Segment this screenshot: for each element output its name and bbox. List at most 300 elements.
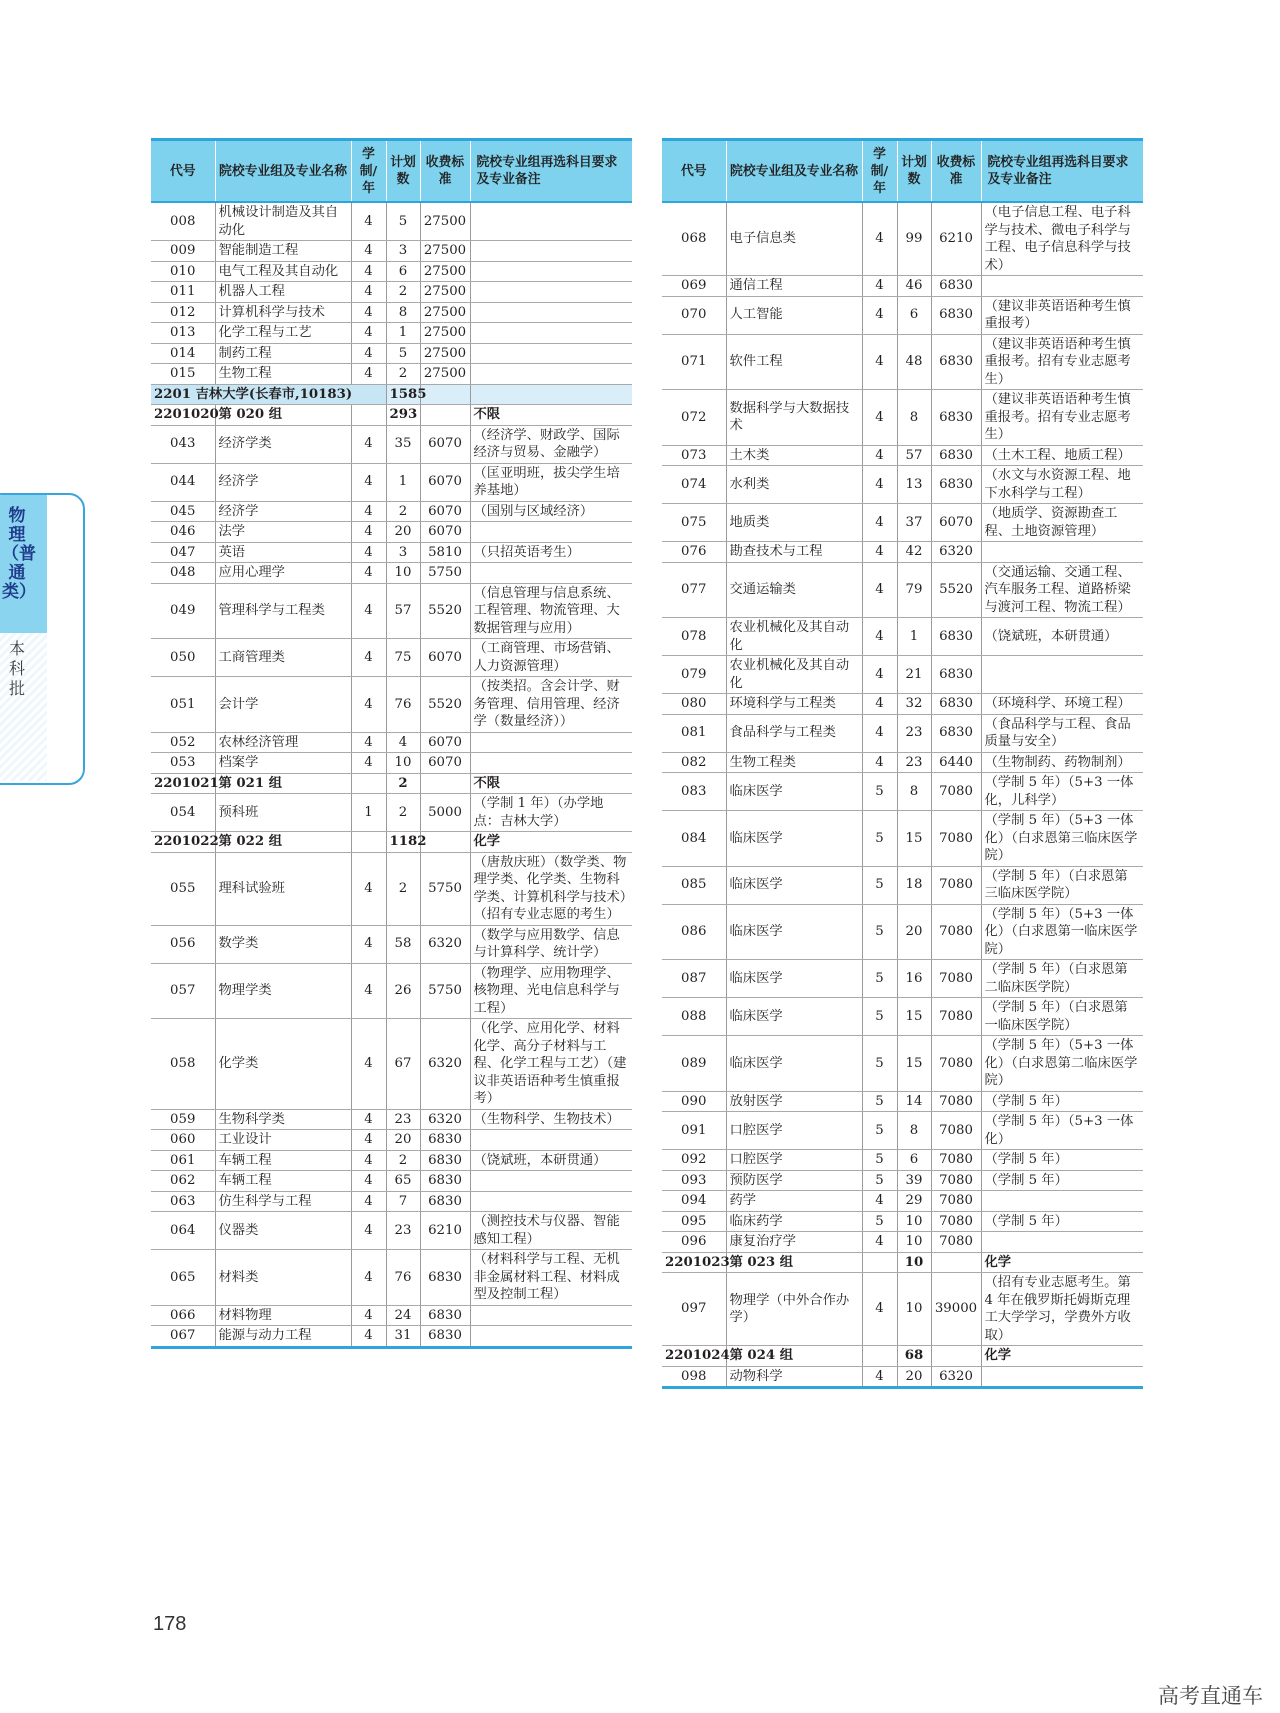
major-name: 工商管理类 [215,639,351,677]
major-plan: 7 [386,1191,420,1212]
major-code: 054 [151,794,215,832]
major-code: 095 [662,1211,726,1232]
major-fee: 5520 [420,583,470,639]
table-row [151,677,632,733]
major-years: 5 [862,1150,897,1171]
major-code: 087 [662,960,726,998]
major-plan: 46 [897,276,931,297]
major-plan: 35 [386,425,420,463]
major-note [470,1305,632,1326]
major-plan: 6 [897,1150,931,1171]
major-note: （唐敖庆班）（数学类、物理学类、化学类、生物科学类、计算机科学与技术）（招有专业志愿的考生） [470,852,632,925]
table-row [662,773,1143,811]
major-name: 会计学 [215,677,351,733]
major-plan: 37 [897,504,931,542]
major-note: （学制 5 年）（5+3 一体化）（白求恩第二临床医学院） [981,1036,1143,1092]
major-fee: 7080 [931,1211,981,1232]
major-name: 药学 [726,1191,862,1212]
major-note [981,1232,1143,1253]
major-code: 044 [151,463,215,501]
major-name: 交通运输类 [726,562,862,618]
major-fee: 27500 [420,364,470,385]
major-note [470,1171,632,1192]
table-row [151,261,632,282]
major-fee: 6830 [931,618,981,656]
major-code: 091 [662,1112,726,1150]
major-years: 4 [351,1212,386,1250]
header-note: 院校专业组再选科目要求及专业备注 [470,140,632,203]
major-fee: 27500 [420,202,470,241]
major-name: 理科试验班 [215,852,351,925]
major-years: 4 [862,1232,897,1253]
major-code: 094 [662,1191,726,1212]
table-row [151,794,632,832]
table-row [151,1109,632,1130]
major-years: 4 [862,714,897,752]
major-code: 063 [151,1191,215,1212]
major-code: 067 [151,1326,215,1348]
table-row [151,1150,632,1171]
major-fee: 5810 [420,542,470,563]
major-name: 仪器类 [215,1212,351,1250]
enrollment-table-left [151,138,632,1349]
major-fee: 6830 [931,334,981,390]
group-code: 2201022 [151,832,215,853]
major-fee: 7080 [931,1112,981,1150]
major-name: 口腔医学 [726,1150,862,1171]
table-row [151,1019,632,1110]
major-code: 077 [662,562,726,618]
major-years: 4 [351,963,386,1019]
major-years: 4 [862,656,897,694]
major-name: 口腔医学 [726,1112,862,1150]
major-note: （学制 5 年） [981,1170,1143,1191]
major-years: 4 [351,202,386,241]
major-fee: 6830 [931,390,981,446]
major-years: 4 [351,323,386,344]
major-name: 物理学（中外合作办学） [726,1273,862,1346]
major-fee: 27500 [420,261,470,282]
group-plan: 10 [897,1252,931,1273]
group-years [862,1252,897,1273]
table-row [662,904,1143,960]
major-note [470,364,632,385]
major-plan: 24 [386,1305,420,1326]
table-row [151,1191,632,1212]
major-years: 4 [351,1326,386,1348]
major-plan: 14 [897,1091,931,1112]
major-plan: 10 [386,563,420,584]
group-plan: 293 [386,405,420,426]
major-name: 预防医学 [726,1170,862,1191]
major-note [470,241,632,262]
table-row [151,1130,632,1151]
major-years: 4 [351,1150,386,1171]
major-fee: 6070 [931,504,981,542]
major-years: 4 [351,463,386,501]
major-fee: 6830 [420,1130,470,1151]
header-note: 院校专业组再选科目要求及专业备注 [981,140,1143,203]
major-plan: 16 [897,960,931,998]
major-plan: 2 [386,364,420,385]
table-row [151,542,632,563]
major-fee: 6070 [420,501,470,522]
major-fee: 6320 [420,1019,470,1110]
major-name: 地质类 [726,504,862,542]
major-years: 4 [862,618,897,656]
header-name: 院校专业组及专业名称 [726,140,862,203]
major-fee: 7080 [931,1036,981,1092]
major-name: 放射医学 [726,1091,862,1112]
section-tab-primary [0,495,47,633]
major-plan: 8 [897,1112,931,1150]
group-name: 第 021 组 [215,773,351,794]
major-years: 5 [862,811,897,867]
major-code: 074 [662,466,726,504]
major-note [470,563,632,584]
major-code: 060 [151,1130,215,1151]
table-row [151,963,632,1019]
major-note [470,261,632,282]
major-plan: 1 [897,618,931,656]
header-fee: 收费标准 [420,140,470,203]
major-note [981,1366,1143,1388]
major-years: 4 [351,343,386,364]
group-row [151,832,632,853]
header-name: 院校专业组及专业名称 [215,140,351,203]
major-name: 软件工程 [726,334,862,390]
major-note: （物理学、应用物理学、核物理、光电信息科学与工程） [470,963,632,1019]
major-fee: 6320 [420,925,470,963]
major-code: 043 [151,425,215,463]
major-code: 066 [151,1305,215,1326]
table-row [151,501,632,522]
major-code: 049 [151,583,215,639]
major-name: 临床医学 [726,960,862,998]
major-name: 智能制造工程 [215,241,351,262]
major-code: 009 [151,241,215,262]
group-code: 2201024 [662,1346,726,1367]
major-plan: 2 [386,794,420,832]
major-plan: 8 [897,773,931,811]
major-plan: 79 [897,562,931,618]
major-code: 050 [151,639,215,677]
major-code: 081 [662,714,726,752]
major-fee: 7080 [931,960,981,998]
major-name: 机器人工程 [215,282,351,303]
major-fee: 6830 [420,1250,470,1306]
major-years: 5 [862,904,897,960]
table-row [662,1211,1143,1232]
major-code: 093 [662,1170,726,1191]
major-plan: 2 [386,282,420,303]
major-note: （生物科学、生物技术） [470,1109,632,1130]
major-plan: 10 [897,1211,931,1232]
major-years: 4 [351,542,386,563]
group-name: 第 024 组 [726,1346,862,1367]
major-years: 4 [351,1191,386,1212]
major-years: 4 [862,445,897,466]
group-years [862,1346,897,1367]
group-code: 2201021 [151,773,215,794]
table-row [662,656,1143,694]
major-code: 089 [662,1036,726,1092]
major-name: 动物科学 [726,1366,862,1388]
university-fee [420,384,470,405]
major-note [981,1191,1143,1212]
major-plan: 10 [386,753,420,774]
major-note: （水文与水资源工程、地下水科学与工程） [981,466,1143,504]
table-row [151,202,632,241]
major-note: （工商管理、市场营销、人力资源管理） [470,639,632,677]
table-row [151,343,632,364]
major-name: 应用心理学 [215,563,351,584]
table-row [151,732,632,753]
table-row [662,998,1143,1036]
university-note [470,384,632,405]
major-note [470,522,632,543]
major-fee: 7080 [931,1191,981,1212]
major-note: （学制 5 年）（白求恩第二临床医学院） [981,960,1143,998]
group-fee [420,773,470,794]
major-fee: 5750 [420,563,470,584]
major-name: 经济学 [215,463,351,501]
major-code: 059 [151,1109,215,1130]
major-plan: 3 [386,241,420,262]
university-name: 2201 吉林大学(长春市,10183) [151,384,386,405]
major-years: 4 [351,261,386,282]
major-fee: 6830 [931,276,981,297]
major-name: 人工智能 [726,296,862,334]
major-note: （只招英语考生） [470,542,632,563]
university-row [151,384,632,405]
major-code: 064 [151,1212,215,1250]
major-code: 068 [662,202,726,276]
major-plan: 15 [897,1036,931,1092]
major-plan: 2 [386,1150,420,1171]
major-years: 4 [862,504,897,542]
major-fee: 5520 [931,562,981,618]
major-years: 4 [351,364,386,385]
group-plan: 68 [897,1346,931,1367]
major-years: 4 [351,1250,386,1306]
major-years: 4 [351,1305,386,1326]
major-years: 4 [862,1273,897,1346]
major-years: 4 [862,1191,897,1212]
major-fee: 5750 [420,963,470,1019]
major-years: 5 [862,1112,897,1150]
major-name: 生物工程 [215,364,351,385]
major-name: 数学类 [215,925,351,963]
major-fee: 7080 [931,1150,981,1171]
major-note: （学制 5 年） [981,1150,1143,1171]
table-row [151,583,632,639]
header-years: 学制/年 [351,140,386,203]
table-row [662,296,1143,334]
major-plan: 8 [386,302,420,323]
major-plan: 20 [386,1130,420,1151]
major-code: 086 [662,904,726,960]
major-note [981,656,1143,694]
major-plan: 23 [386,1212,420,1250]
major-name: 食品科学与工程类 [726,714,862,752]
major-fee: 6830 [420,1326,470,1348]
table-row [151,1250,632,1306]
major-code: 084 [662,811,726,867]
group-years [351,773,386,794]
table-body-right [662,202,1143,1388]
major-code: 045 [151,501,215,522]
group-fee [420,405,470,426]
major-code: 047 [151,542,215,563]
major-note [470,732,632,753]
major-name: 工业设计 [215,1130,351,1151]
major-years: 4 [862,296,897,334]
table-row [662,752,1143,773]
major-years: 5 [862,1211,897,1232]
major-code: 013 [151,323,215,344]
major-name: 档案学 [215,753,351,774]
table-row [151,1171,632,1192]
group-row [662,1346,1143,1367]
major-plan: 75 [386,639,420,677]
major-note: （国别与区域经济） [470,501,632,522]
table-row [151,1305,632,1326]
page-number: 178 [153,1613,187,1635]
major-note: （材料科学与工程、无机非金属材料工程、材料成型及控制工程） [470,1250,632,1306]
major-plan: 20 [897,1366,931,1388]
major-plan: 99 [897,202,931,276]
major-years: 5 [862,866,897,904]
major-name: 法学 [215,522,351,543]
major-fee: 7080 [931,1232,981,1253]
major-plan: 23 [897,752,931,773]
major-name: 电子信息类 [726,202,862,276]
major-name: 临床医学 [726,998,862,1036]
major-name: 临床医学 [726,773,862,811]
major-note: （招有专业志愿考生。第 4 年在俄罗斯托姆斯克理工大学学习，学费外方收取） [981,1273,1143,1346]
major-fee: 7080 [931,998,981,1036]
header-years: 学制/年 [862,140,897,203]
major-code: 083 [662,773,726,811]
major-fee: 27500 [420,241,470,262]
table-row [151,364,632,385]
table-body-left [151,202,632,1347]
major-years: 4 [351,583,386,639]
major-note: （生物制药、药物制剂） [981,752,1143,773]
major-note: （学制 5 年）（白求恩第一临床医学院） [981,998,1143,1036]
major-years: 4 [351,1019,386,1110]
table-row [662,1150,1143,1171]
major-code: 010 [151,261,215,282]
major-code: 098 [662,1366,726,1388]
major-name: 材料物理 [215,1305,351,1326]
major-plan: 23 [897,714,931,752]
major-code: 058 [151,1019,215,1110]
major-fee: 5000 [420,794,470,832]
major-fee: 6830 [420,1191,470,1212]
major-fee: 6830 [420,1150,470,1171]
major-note: （学制 5 年）（白求恩第三临床医学院） [981,866,1143,904]
group-fee [420,832,470,853]
major-note: （学制 5 年）（5+3 一体化，儿科学） [981,773,1143,811]
table-row [662,562,1143,618]
section-category-label: 物理（普通类） [2,506,36,602]
major-plan: 67 [386,1019,420,1110]
section-batch-label: 本科批 [8,639,25,698]
major-note: （环境科学、环境工程） [981,694,1143,715]
major-note [470,343,632,364]
major-code: 061 [151,1150,215,1171]
section-side-tab [0,493,85,785]
major-name: 生物科学类 [215,1109,351,1130]
major-note: （学制 5 年） [981,1211,1143,1232]
header-code: 代号 [151,140,215,203]
major-name: 农林经济管理 [215,732,351,753]
table-row [151,1326,632,1348]
table-row [662,866,1143,904]
major-fee: 6440 [931,752,981,773]
major-years: 4 [351,302,386,323]
table-row [662,1273,1143,1346]
major-years: 5 [862,960,897,998]
major-code: 046 [151,522,215,543]
major-fee: 6830 [931,466,981,504]
table-row [662,618,1143,656]
major-fee: 7080 [931,1091,981,1112]
table-row [662,694,1143,715]
major-code: 008 [151,202,215,241]
major-code: 069 [662,276,726,297]
major-name: 数据科学与大数据技术 [726,390,862,446]
major-plan: 4 [386,732,420,753]
major-name: 农业机械化及其自动化 [726,656,862,694]
major-note: （学制 5 年）（5+3 一体化）（白求恩第一临床医学院） [981,904,1143,960]
major-years: 4 [351,522,386,543]
major-plan: 65 [386,1171,420,1192]
major-plan: 10 [897,1273,931,1346]
major-years: 5 [862,998,897,1036]
group-name: 第 023 组 [726,1252,862,1273]
major-name: 物理学类 [215,963,351,1019]
major-plan: 76 [386,1250,420,1306]
major-note: （建议非英语语种考生慎重报考。招有专业志愿考生） [981,390,1143,446]
major-name: 预科班 [215,794,351,832]
major-note [981,542,1143,563]
major-fee: 27500 [420,323,470,344]
major-plan: 15 [897,998,931,1036]
major-note: （匡亚明班，拔尖学生培养基地） [470,463,632,501]
group-name: 第 020 组 [215,405,351,426]
header-code: 代号 [662,140,726,203]
major-years: 5 [862,773,897,811]
group-years [351,405,386,426]
major-note: （饶斌班，本研贯通） [981,618,1143,656]
major-name: 仿生科学与工程 [215,1191,351,1212]
major-years: 5 [862,1036,897,1092]
major-years: 4 [862,694,897,715]
major-name: 康复治疗学 [726,1232,862,1253]
major-plan: 32 [897,694,931,715]
major-name: 经济学 [215,501,351,522]
table-row [662,1091,1143,1112]
major-years: 4 [862,1366,897,1388]
major-years: 5 [862,1170,897,1191]
major-code: 057 [151,963,215,1019]
major-plan: 20 [897,904,931,960]
group-code: 2201020 [151,405,215,426]
major-years: 4 [351,677,386,733]
